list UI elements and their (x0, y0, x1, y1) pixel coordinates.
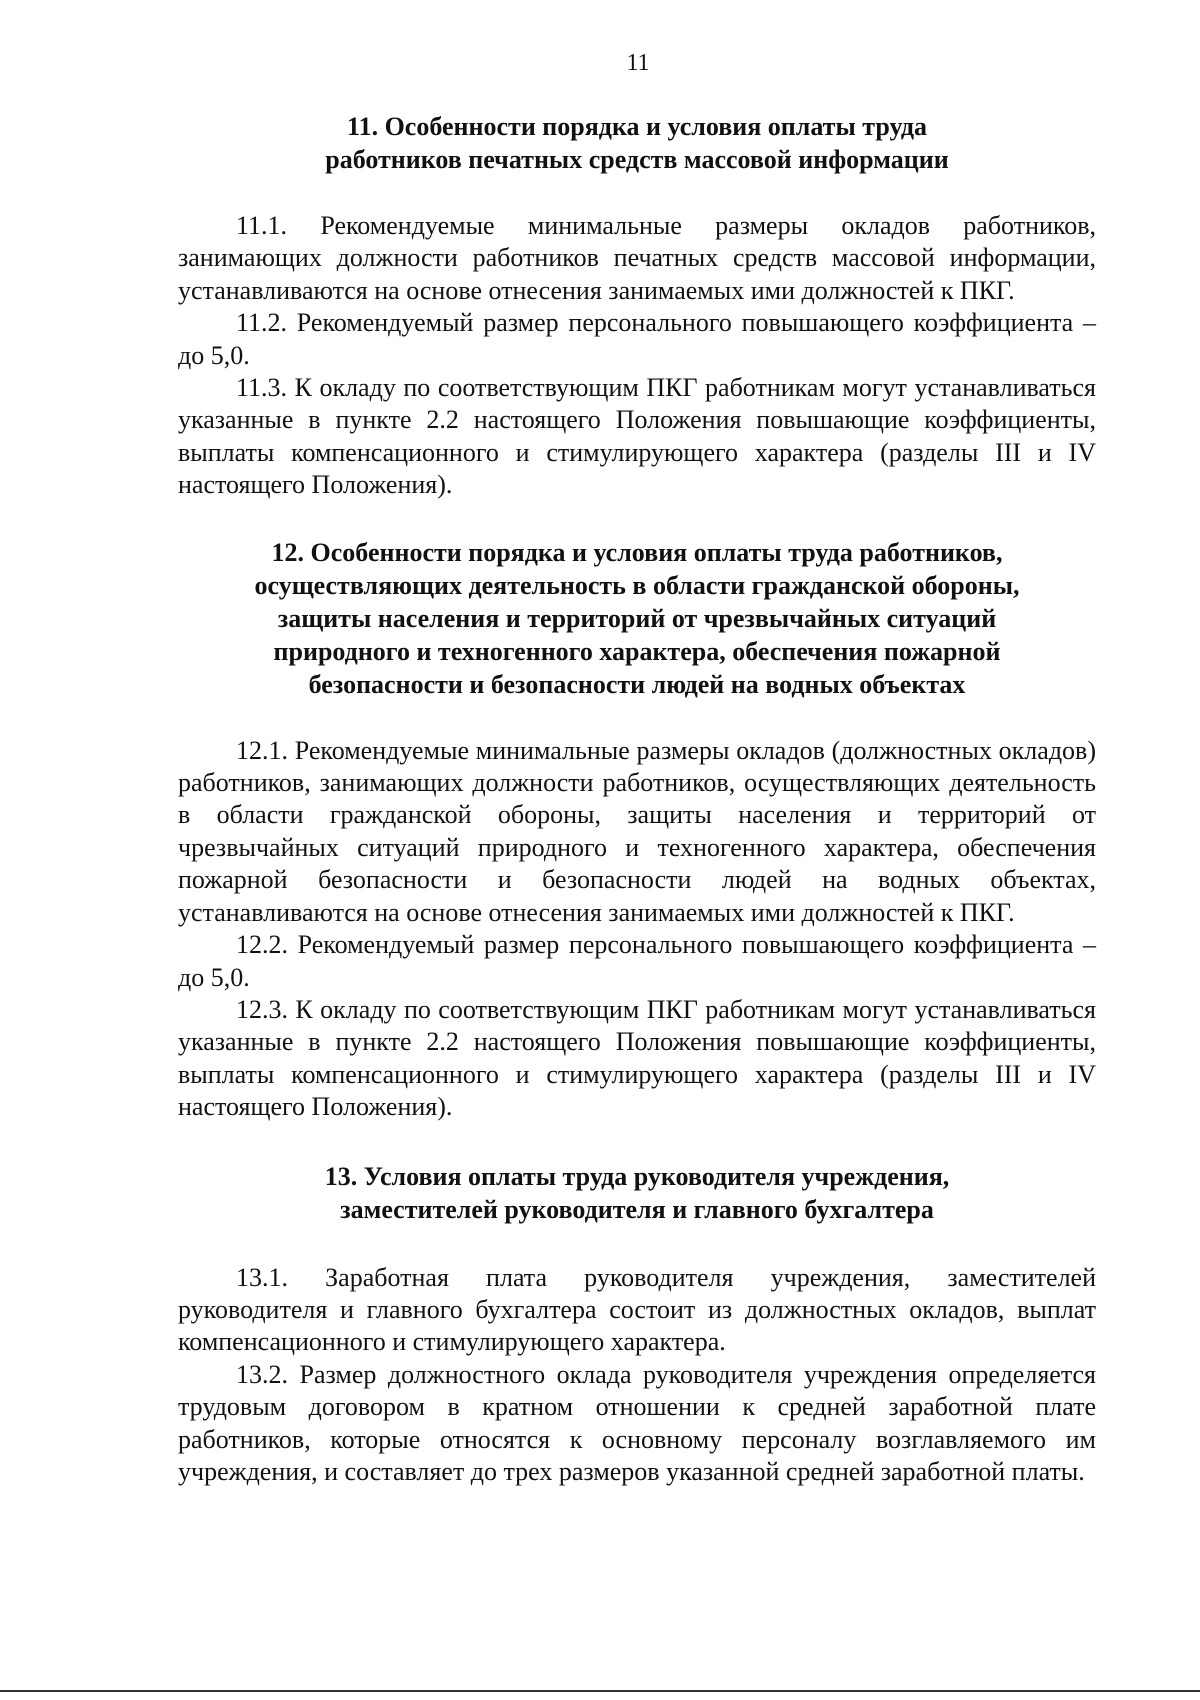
heading-line: защиты населения и территорий от чрезвычайных ситуаций (277, 603, 997, 633)
paragraph-13-1: 13.1. Заработная плата руководителя учреждения, заместителей руководителя и главного бухгалтера состоит из должностных окладов, выплат компенсационного и стимулирующего характера. (178, 1262, 1096, 1357)
heading-line: осуществляющих деятельность в области гражданской обороны, (254, 570, 1020, 600)
heading-line: 12. Особенности порядка и условия оплаты труда работников, (271, 537, 1003, 567)
page-number: 11 (626, 50, 650, 76)
paragraph-11-2: 11.2. Рекомендуемый размер персонального повышающего коэффициента – до 5,0. (178, 308, 1096, 370)
heading-line: работников печатных средств массовой информации (325, 145, 949, 174)
section-11-heading (178, 110, 1096, 176)
scan-edge-line (0, 1690, 1200, 1692)
heading-line: безопасности и безопасности людей на водных объектах (308, 669, 966, 699)
paragraph-12-1: 12.1. Рекомендуемые минимальные размеры окладов (должностных окладов) работников, занимающих должности работников, осуществляющих деятельность в области гражданской обороны, защиты населения и территорий от чрезвычайных ситуаций природного и техногенного характера, обеспечения пожарной безопасности и безопасности людей на водных объектах, устанавливаются на основе отнесения занимаемых ими должностей к ПКГ. (178, 735, 1096, 927)
heading-line: 11. Особенности порядка и условия оплаты труда (347, 112, 927, 141)
heading-line: заместителей руководителя и главного бухгалтера (340, 1194, 934, 1224)
document-body (178, 110, 1096, 1488)
heading-line: природного и техногенного характера, обеспечения пожарной (273, 636, 1001, 666)
paragraph-11-3: 11.3. К окладу по соответствующим ПКГ работникам могут устанавливаться указанные в пункте 2.2 настоящего Положения повышающие коэффициенты, выплаты компенсационного и стимулирующего характера (разделы III и IV настоящего Положения). (178, 373, 1096, 500)
section-12-heading (178, 536, 1096, 701)
paragraph-13-2: 13.2. Размер должностного оклада руководителя учреждения определяется трудовым договором в кратном отношении к средней заработной плате работников, которые относятся к основному персоналу возглавляемого им учреждения, и составляет до трех размеров указанной средней заработной платы. (178, 1359, 1096, 1486)
paragraph-11-1: 11.1. Рекомендуемые минимальные размеры окладов работников, занимающих должности работников печатных средств массовой информации, устанавливаются на основе отнесения занимаемых ими должностей к ПКГ. (178, 211, 1096, 305)
section-13-heading (178, 1160, 1096, 1226)
paragraph-12-3: 12.3. К окладу по соответствующим ПКГ работникам могут устанавливаться указанные в пункте 2.2 настоящего Положения повышающие коэффициенты, выплаты компенсационного и стимулирующего характера (разделы III и IV настоящего Положения). (178, 994, 1096, 1122)
paragraph-12-2: 12.2. Рекомендуемый размер персонального повышающего коэффициента – до 5,0. (178, 930, 1096, 992)
heading-line: 13. Условия оплаты труда руководителя учреждения, (324, 1161, 950, 1191)
